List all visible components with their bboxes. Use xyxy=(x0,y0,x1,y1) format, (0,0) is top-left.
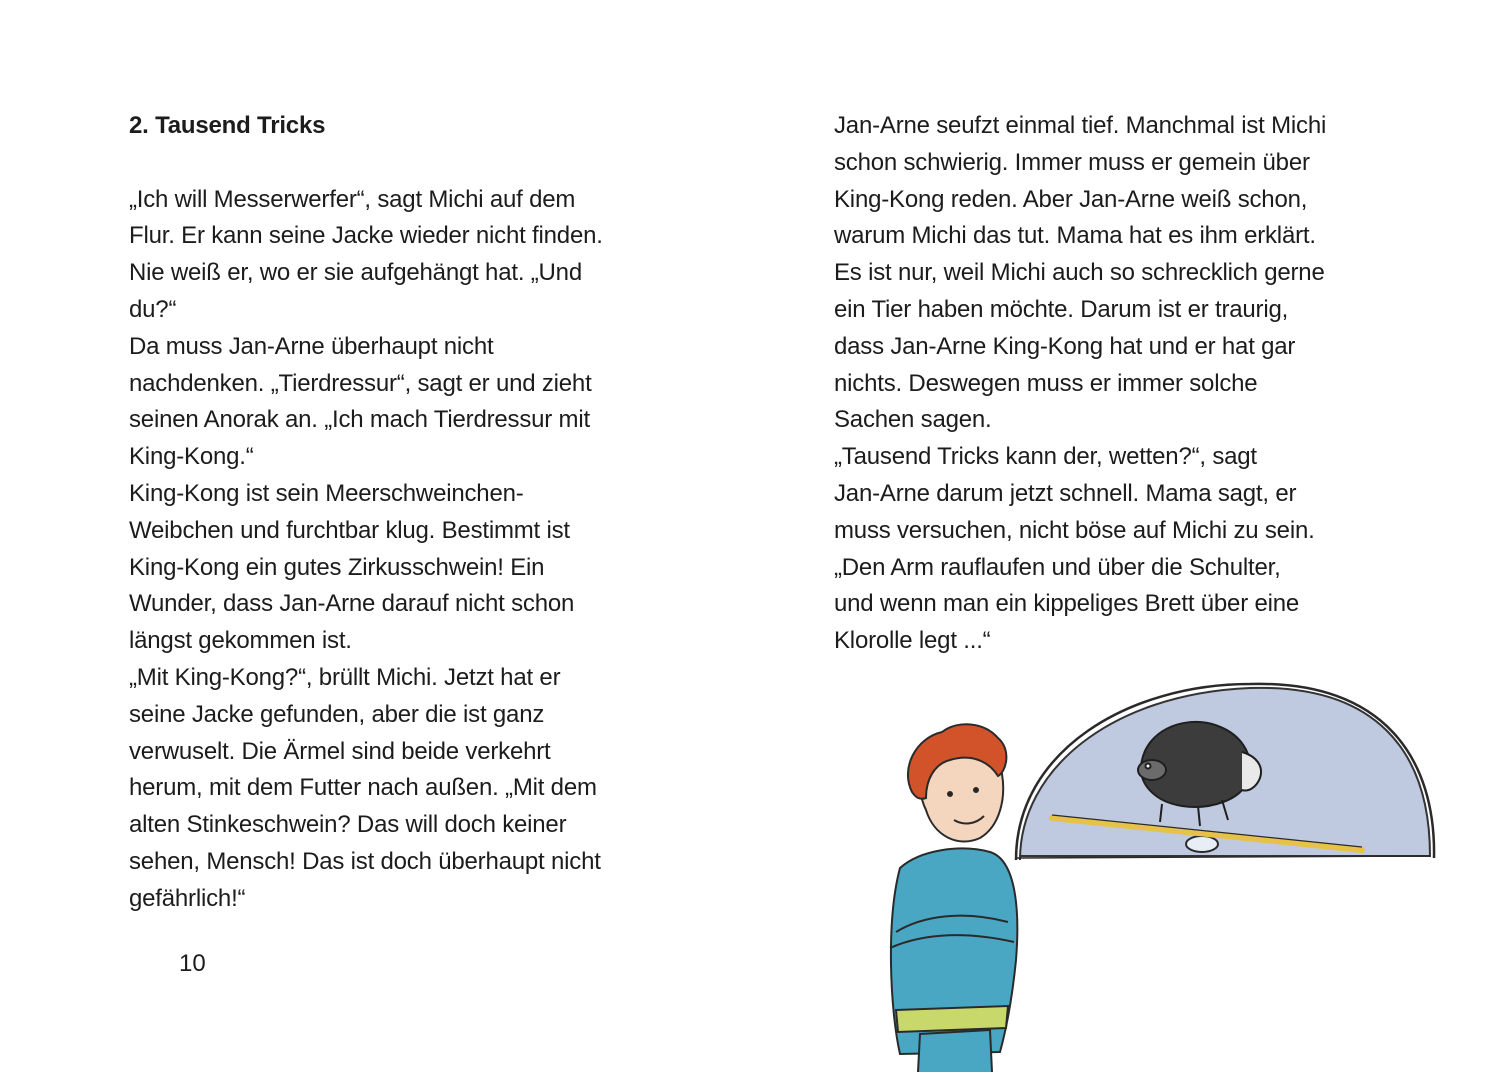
text-line: „Den Arm rauflaufen und über die Schulter, xyxy=(834,553,1281,581)
text-line: „Tausend Tricks kann der, wetten?“, sagt xyxy=(834,443,1257,471)
page-number: 10 xyxy=(179,950,206,977)
left-body-text xyxy=(129,182,689,918)
text-line: „Mit King-Kong?“, brüllt Michi. Jetzt hat er xyxy=(129,663,561,691)
left-text-column xyxy=(129,108,689,918)
right-text-column xyxy=(834,108,1394,660)
text-line: Flur. Er kann seine Jacke wieder nicht finden. xyxy=(129,222,603,250)
text-line: „Ich will Messerwerfer“, sagt Michi auf dem xyxy=(129,185,576,213)
text-line: nichts. Deswegen muss er immer solche xyxy=(834,369,1258,397)
text-line: warum Michi das tut. Mama hat es ihm erklärt. xyxy=(834,222,1316,250)
text-line: längst gekommen ist. xyxy=(129,627,352,655)
title-spacer xyxy=(129,145,689,182)
text-line: sehen, Mensch! Das ist doch überhaupt nicht xyxy=(129,847,601,875)
chapter-title: 2. Tausend Tricks xyxy=(129,112,326,139)
text-line: herum, mit dem Futter nach außen. „Mit dem xyxy=(129,774,597,802)
text-line: King-Kong reden. Aber Jan-Arne weiß schon, xyxy=(834,185,1308,213)
text-line: du?“ xyxy=(129,295,177,323)
text-line: Nie weiß er, wo er sie aufgehängt hat. „Und xyxy=(129,259,582,287)
text-line: nachdenken. „Tierdressur“, sagt er und zieht xyxy=(129,369,592,397)
text-line: seinen Anorak an. „Ich mach Tierdressur mit xyxy=(129,406,590,434)
text-line: Wunder, dass Jan-Arne darauf nicht schon xyxy=(129,590,575,618)
text-line: Sachen sagen. xyxy=(834,406,992,434)
text-line: gefährlich!“ xyxy=(129,884,246,912)
text-line: Jan-Arne seufzt einmal tief. Manchmal ist Michi xyxy=(834,112,1327,139)
text-line: muss versuchen, nicht böse auf Michi zu sein. xyxy=(834,516,1315,544)
text-line: Da muss Jan-Arne überhaupt nicht xyxy=(129,332,494,360)
jacket-stripes xyxy=(896,1006,1008,1032)
right-page xyxy=(750,0,1500,1072)
text-line: seine Jacke gefunden, aber die ist ganz xyxy=(129,700,545,728)
text-line: verwuselt. Die Ärmel sind beide verkehrt xyxy=(129,737,551,765)
text-line: ein Tier haben möchte. Darum ist er traurig, xyxy=(834,295,1289,323)
text-line: schon schwierig. Immer muss er gemein über xyxy=(834,148,1310,176)
boy-dreaming-guinea-pig-illustration xyxy=(830,680,1500,1072)
boy xyxy=(890,724,1017,1072)
text-line: dass Jan-Arne King-Kong hat und er hat gar xyxy=(834,332,1296,360)
text-line: King-Kong ein gutes Zirkusschwein! Ein xyxy=(129,553,545,581)
text-line: und wenn man ein kippeliges Brett über eine xyxy=(834,590,1300,618)
text-line: alten Stinkeschwein? Das will doch keiner xyxy=(129,811,567,839)
toilet-roll xyxy=(1186,836,1218,852)
text-line: Weibchen und furchtbar klug. Bestimmt ist xyxy=(129,516,570,544)
text-line: King-Kong.“ xyxy=(129,443,254,471)
text-line: King-Kong ist sein Meerschweinchen- xyxy=(129,479,524,507)
text-line: Es ist nur, weil Michi auch so schrecklich gerne xyxy=(834,259,1325,287)
text-line: Jan-Arne darum jetzt schnell. Mama sagt, er xyxy=(834,479,1297,507)
text-line: Klorolle legt ...“ xyxy=(834,627,991,655)
